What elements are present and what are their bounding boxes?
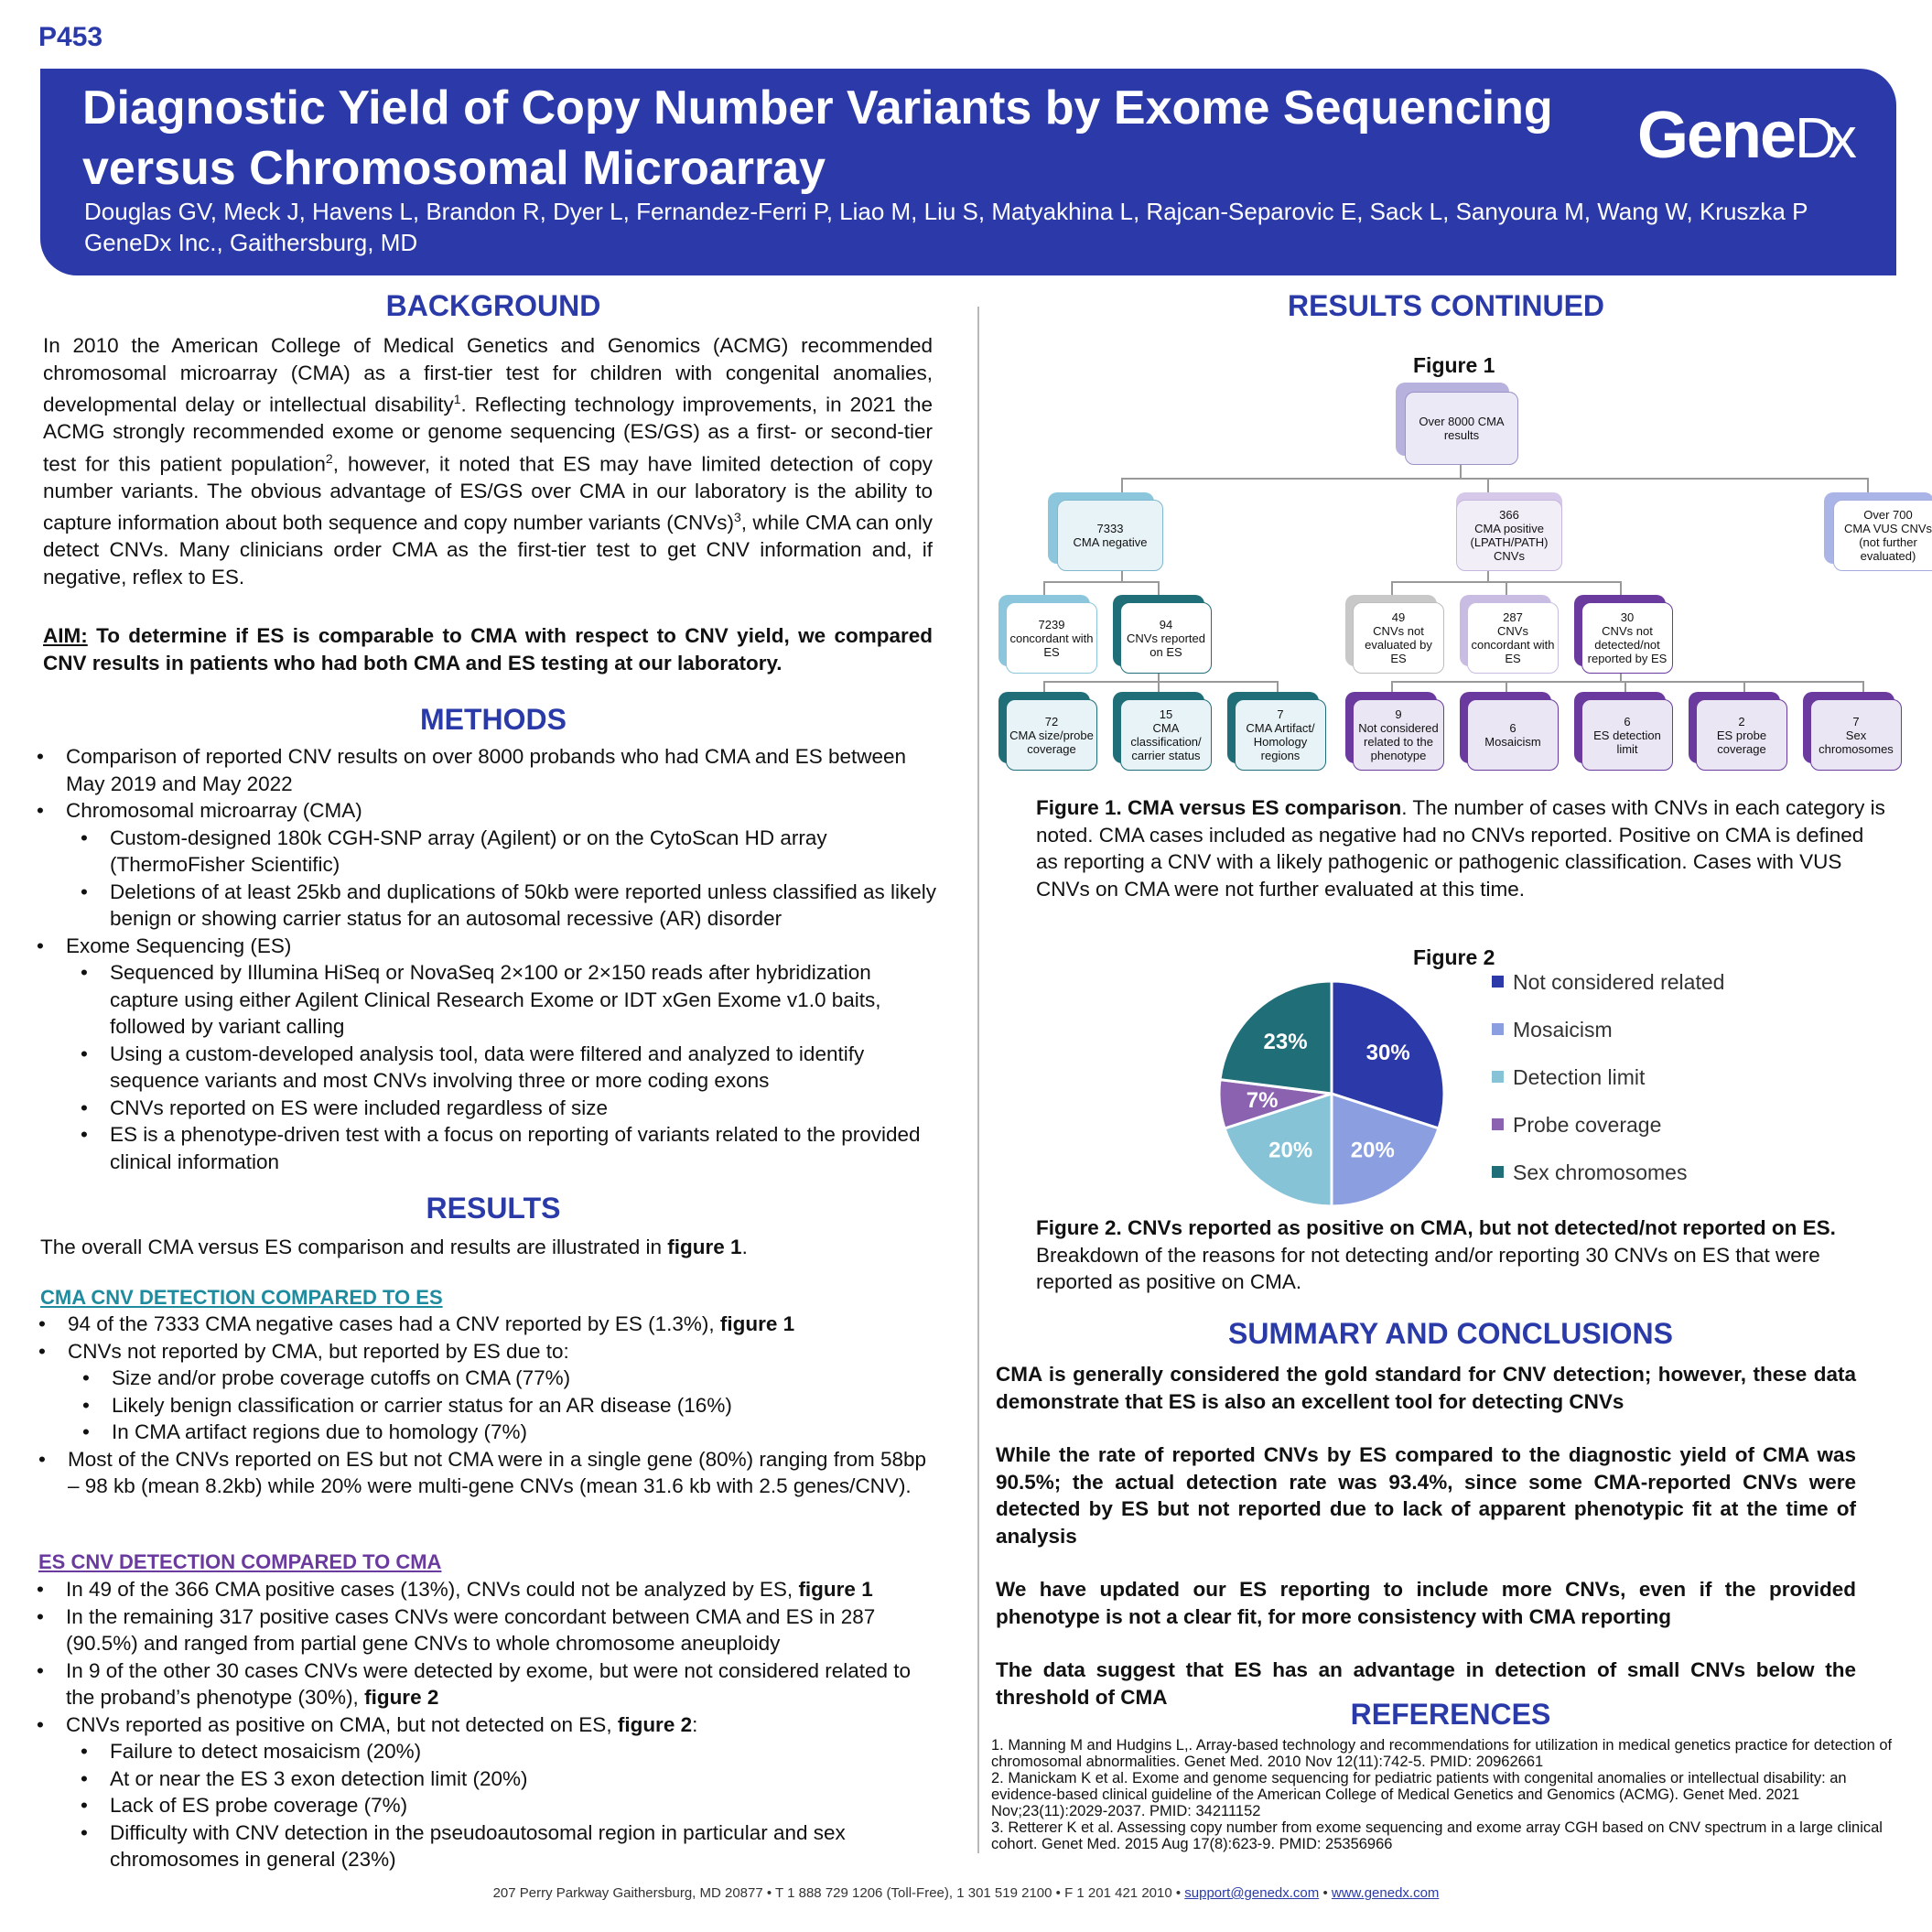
node-cma-positive: 366 CMA positive (LPATH/PATH) CNVs — [1456, 500, 1562, 571]
cma-subitem: • Likely benign classification or carrier status for an AR disease (16%) — [37, 1392, 938, 1419]
footer-email-link[interactable]: support@genedx.com — [1184, 1885, 1320, 1901]
es-detection-heading: ES CNV DETECTION COMPARED TO CMA — [38, 1550, 442, 1573]
figure1-diagram — [993, 383, 1932, 778]
pie-label-3: 7% — [1246, 1088, 1279, 1114]
background-p2: . Reflecting technology improvements, in 2021 the ACMG strongly recommended exome or genome sequencing (ES/GS) as a first- or second-tier test for this patient population — [43, 393, 933, 475]
figure2-pie-chart — [1208, 970, 1455, 1217]
es-subitem: • At or near the ES 3 exon detection limit (20%) — [35, 1765, 936, 1793]
results-intro-end: . — [741, 1236, 748, 1258]
es-item — [35, 1576, 936, 1603]
es-subitem: • Difficulty with CNV detection in the pseudoautosomal region in particular and sex chromosomes in general (23%) — [35, 1819, 936, 1873]
cma-detection-list — [37, 1311, 938, 1500]
logo-x: Dx — [1795, 107, 1850, 170]
results-continued-title: RESULTS CONTINUED — [1287, 289, 1605, 322]
es-item — [35, 1711, 936, 1739]
poster-title: Diagnostic Yield of Copy Number Variants by Exome Sequencing versus Chromosomal Microarray — [82, 81, 1553, 195]
node-root: Over 8000 CMA results — [1405, 392, 1518, 465]
cma-item: • Most of the CNVs reported on ES but not CMA were in a single gene (80%) ranging from 58bp – 98 kb (mean 8.2kb) while 20% were multi-gene CNVs (mean 31.6 kb with 2.5 genes/CNV). — [37, 1446, 938, 1500]
es-item-colon: : — [692, 1712, 698, 1736]
cma-item-text: 94 of the 7333 CMA negative cases had a CNV reported by ES (1.3%), — [68, 1312, 720, 1335]
legend-item — [1492, 1065, 1645, 1090]
methods-list — [35, 743, 936, 1175]
cma-detection-heading: CMA CNV DETECTION COMPARED TO ES — [40, 1286, 443, 1309]
legend-swatch — [1492, 1118, 1504, 1130]
pie-label-4: 23% — [1263, 1029, 1308, 1054]
methods-item: • Exome Sequencing (ES) — [35, 933, 936, 960]
cma-subitem: • Size and/or probe coverage cutoffs on CMA (77%) — [37, 1365, 938, 1392]
results-intro-text: The overall CMA versus ES comparison and results are illustrated in — [40, 1236, 668, 1258]
node-artifact: 7 CMA Artifact/ Homology regions — [1235, 699, 1326, 771]
figure2-caption — [1036, 1214, 1887, 1296]
author-list: Douglas GV, Meck J, Havens L, Brandon R, Dyer L, Fernandez-Ferri P, Liao M, Liu S, Matyakhina L, Rajcan-Separovic E, Sack L, Sanyoura M, Wang W, Kruszka P — [84, 198, 1808, 225]
footer-f-label: F — [1064, 1885, 1074, 1901]
pie-label-1: 20% — [1350, 1138, 1395, 1163]
node-not-evaluated: 49 CNVs not evaluated by ES — [1353, 602, 1444, 674]
footer-phone: 1 888 729 1206 (Toll-Free), 1 301 519 2100 • — [787, 1885, 1061, 1901]
aim-label: AIM: — [43, 624, 88, 647]
genedx-logo — [1637, 98, 1850, 173]
ref-sup-2: 2 — [325, 450, 333, 466]
figure-ref: figure 2 — [364, 1686, 439, 1709]
column-divider — [977, 307, 979, 1853]
es-item-text: In 9 of the other 30 cases CNVs were detected by exome, but were not considered related to the proband’s phenotype (30%), — [66, 1658, 912, 1709]
es-subitem: • Lack of ES probe coverage (7%) — [35, 1792, 936, 1819]
header-banner — [40, 69, 1896, 275]
results-intro — [40, 1234, 937, 1261]
methods-subitem: • Using a custom-developed analysis tool, data were filtered and analyzed to identify sequence variants and most CNVs involving three or more coding exons — [35, 1041, 936, 1095]
node-sex-chromosomes: 7 Sex chromosomes — [1810, 699, 1902, 771]
figure-ref: figure 1 — [719, 1312, 795, 1335]
figure-ref: figure 2 — [617, 1712, 693, 1736]
es-item-text: In 49 of the 366 CMA positive cases (13%), CNVs could not be analyzed by ES, — [66, 1578, 799, 1601]
legend-item — [1492, 1113, 1661, 1138]
figure1-caption-text: . The number of cases with CNVs in each category is noted. CMA cases included as negative had no CNVs reported. Positive on CMA is defined as reporting a CNV with a likely pathogenic or pathogenic classification. Cases with VUS CNVs on CMA were not further evaluated at this time. — [1036, 796, 1885, 901]
legend-item — [1492, 1018, 1613, 1042]
node-cma-negative: 7333 CMA negative — [1057, 500, 1163, 571]
es-subitem: • Failure to detect mosaicism (20%) — [35, 1738, 936, 1765]
legend-item — [1492, 970, 1724, 995]
background-p1: In 2010 the American College of Medical Genetics and Genomics (ACMG) recommended chromosomal microarray (CMA) as a first-tier test for children with congenital anomalies, developmental delay or intellectual disability — [43, 334, 933, 416]
reference-item: 1. Manning M and Hudgins L,. Array-based technology and recommendations for utilization in medical genetics practice for detection of chromosomal abnormalities. Genet Med. 2010 Nov 12(11):742-5. PMID: 20962661 — [991, 1737, 1893, 1770]
legend-label: Not considered related — [1513, 970, 1725, 994]
figure2-caption-text: Breakdown of the reasons for not detecting and/or reporting 30 CNVs on ES that were reported as positive on CMA. — [1036, 1243, 1820, 1293]
node-reported-es: 94 CNVs reported on ES — [1120, 602, 1212, 674]
methods-subitem: • Deletions of at least 25kb and duplications of 50kb were reported unless classified as likely benign or showing carrier status for an autosomal recessive (AR) disorder — [35, 879, 936, 933]
summary-paragraph: While the rate of reported CNVs by ES compared to the diagnostic yield of CMA was 90.5%; the actual detection rate was 93.4%, since some CMA-reported CNVs were detected by ES but not reported due to lack of apparent phenotypic fit at the time of analysis — [996, 1443, 1856, 1548]
figure1-caption — [1036, 794, 1887, 902]
background-p4: , while CMA can only detect CNVs. Many clinicians order CMA as the first-tier test to get CNV information and, if negative, reflex to ES. — [43, 511, 934, 588]
background-text — [43, 332, 933, 590]
footer-fax: 1 201 421 2010 • — [1076, 1885, 1182, 1901]
references-list — [991, 1737, 1897, 1852]
es-item — [35, 1657, 936, 1711]
methods-subitem: • Sequenced by Illumina HiSeq or NovaSeq 2×100 or 2×150 reads after hybridization capture using either Agilent Clinical Research Exome or IDT xGen Exome v1.0 baits, followed by variant calling — [35, 959, 936, 1041]
figure2-caption-bold: Figure 2. CNVs reported as positive on CMA, but not detected/not reported on ES. — [1036, 1216, 1836, 1239]
summary-title: SUMMARY AND CONCLUSIONS — [1228, 1317, 1673, 1350]
legend-label: Detection limit — [1513, 1065, 1646, 1089]
results-title: RESULTS — [426, 1192, 561, 1225]
aim-body: To determine if ES is comparable to CMA with respect to CNV yield, we compared CNV results in patients who had both CMA and ES testing at our laboratory. — [43, 624, 933, 675]
figure-ref: figure 1 — [798, 1578, 873, 1601]
legend-label: Mosaicism — [1513, 1018, 1613, 1042]
legend-swatch — [1492, 1071, 1504, 1083]
node-detection-limit: 6 ES detection limit — [1581, 699, 1673, 771]
cma-item — [37, 1311, 938, 1338]
node-concordant-neg: 7239 concordant with ES — [1006, 602, 1097, 674]
cma-item: • CNVs not reported by CMA, but reported by ES due to: — [37, 1338, 938, 1365]
footer — [0, 1885, 1932, 1901]
summary-body — [996, 1361, 1856, 1711]
legend-swatch — [1492, 1166, 1504, 1178]
figure2-legend — [1492, 970, 1821, 1190]
node-concordant-pos: 287 CNVs concordant with ES — [1467, 602, 1559, 674]
logo-text: Gene — [1637, 99, 1796, 172]
summary-paragraph: The data suggest that ES has an advantage in detection of small CNVs below the threshold of CMA — [996, 1658, 1856, 1709]
footer-t-label: T — [775, 1885, 783, 1901]
node-cma-vus: Over 700 CMA VUS CNVs (not further evaluated) — [1833, 500, 1932, 571]
methods-subitem: • ES is a phenotype-driven test with a focus on reporting of variants related to the provided clinical information — [35, 1121, 936, 1175]
affiliation: GeneDx Inc., Gaithersburg, MD — [84, 229, 418, 256]
es-item-text: CNVs reported as positive on CMA, but not detected on ES, — [66, 1712, 618, 1736]
figure1-caption-bold: Figure 1. CMA versus ES comparison — [1036, 796, 1402, 819]
legend-swatch — [1492, 976, 1504, 988]
figure1-title: Figure 1 — [1413, 353, 1495, 377]
pie-label-2: 20% — [1268, 1138, 1313, 1163]
node-size-probe: 72 CMA size/probe coverage — [1006, 699, 1097, 771]
ref-sup-3: 3 — [734, 510, 741, 524]
pie-label-0: 30% — [1365, 1041, 1410, 1066]
authors-block — [84, 196, 1808, 258]
legend-item — [1492, 1160, 1687, 1185]
footer-separator: • — [1322, 1885, 1328, 1901]
reference-item: 3. Retterer K et al. Assessing copy number from exome sequencing and exome array CGH based on CNV spectrum in a large clinical cohort. Genet Med. 2015 Aug 17(8):623-9. PMID: 25356966 — [991, 1819, 1883, 1852]
methods-subitem: • CNVs reported on ES were included regardless of size — [35, 1095, 936, 1122]
methods-item: • Chromosomal microarray (CMA) — [35, 797, 936, 825]
ref-sup-1: 1 — [453, 392, 461, 406]
methods-title: METHODS — [420, 703, 567, 736]
methods-subitem: • Custom-designed 180k CGH-SNP array (Agilent) or on the CytoScan HD array (ThermoFisher Scientific) — [35, 825, 936, 879]
results-intro-bold: figure 1 — [667, 1236, 742, 1258]
footer-website-link[interactable]: www.genedx.com — [1331, 1885, 1440, 1901]
footer-address: 207 Perry Parkway Gaithersburg, MD 20877 • — [492, 1885, 772, 1901]
legend-label: Sex chromosomes — [1513, 1160, 1688, 1184]
node-probe-coverage: 2 ES probe coverage — [1696, 699, 1787, 771]
poster-id: P453 — [38, 22, 103, 52]
node-classification: 15 CMA classification/ carrier status — [1120, 699, 1212, 771]
background-title: BACKGROUND — [385, 289, 601, 322]
reference-item: 2. Manickam K et al. Exome and genome sequencing for pediatric patients with congenital anomalies or intellectual disability: an evidence-based clinical guideline of the American College of Medical Genetics and Genomics (ACMG). Genet Med. 2021 Nov;23(11):2029-2037. PMID: 34211152 — [991, 1770, 1847, 1819]
references-title: REFERENCES — [1350, 1698, 1551, 1731]
legend-swatch — [1492, 1023, 1504, 1035]
es-item: • In the remaining 317 positive cases CNVs were concordant between CMA and ES in 287 (90.5%) and ranged from partial gene CNVs to whole chromosome aneuploidy — [35, 1603, 936, 1657]
node-not-related: 9 Not considered related to the phenotype — [1353, 699, 1444, 771]
cma-subitem: • In CMA artifact regions due to homology (7%) — [37, 1419, 938, 1446]
methods-item: • Comparison of reported CNV results on over 8000 probands who had CMA and ES between May 2019 and May 2022 — [35, 743, 936, 797]
es-detection-list — [35, 1576, 936, 1873]
summary-paragraph: CMA is generally considered the gold standard for CNV detection; however, these data demonstrate that ES is also an excellent tool for detecting CNVs — [996, 1363, 1856, 1413]
node-mosaicism: 6 Mosaicism — [1467, 699, 1559, 771]
aim-text — [43, 622, 933, 676]
background-p3: , however, it noted that ES may have limited detection of copy number variants. The obvious advantage of ES/GS over CMA in our laboratory is the ability to capture information about both sequence and copy number variants (CNVs) — [43, 452, 933, 534]
figure2-title: Figure 2 — [1413, 945, 1495, 969]
legend-label: Probe coverage — [1513, 1113, 1662, 1137]
node-not-detected: 30 CNVs not detected/not reported by ES — [1581, 602, 1673, 674]
summary-paragraph: We have updated our ES reporting to include more CNVs, even if the provided phenotype is not a clear fit, for more consistency with CMA reporting — [996, 1578, 1856, 1628]
